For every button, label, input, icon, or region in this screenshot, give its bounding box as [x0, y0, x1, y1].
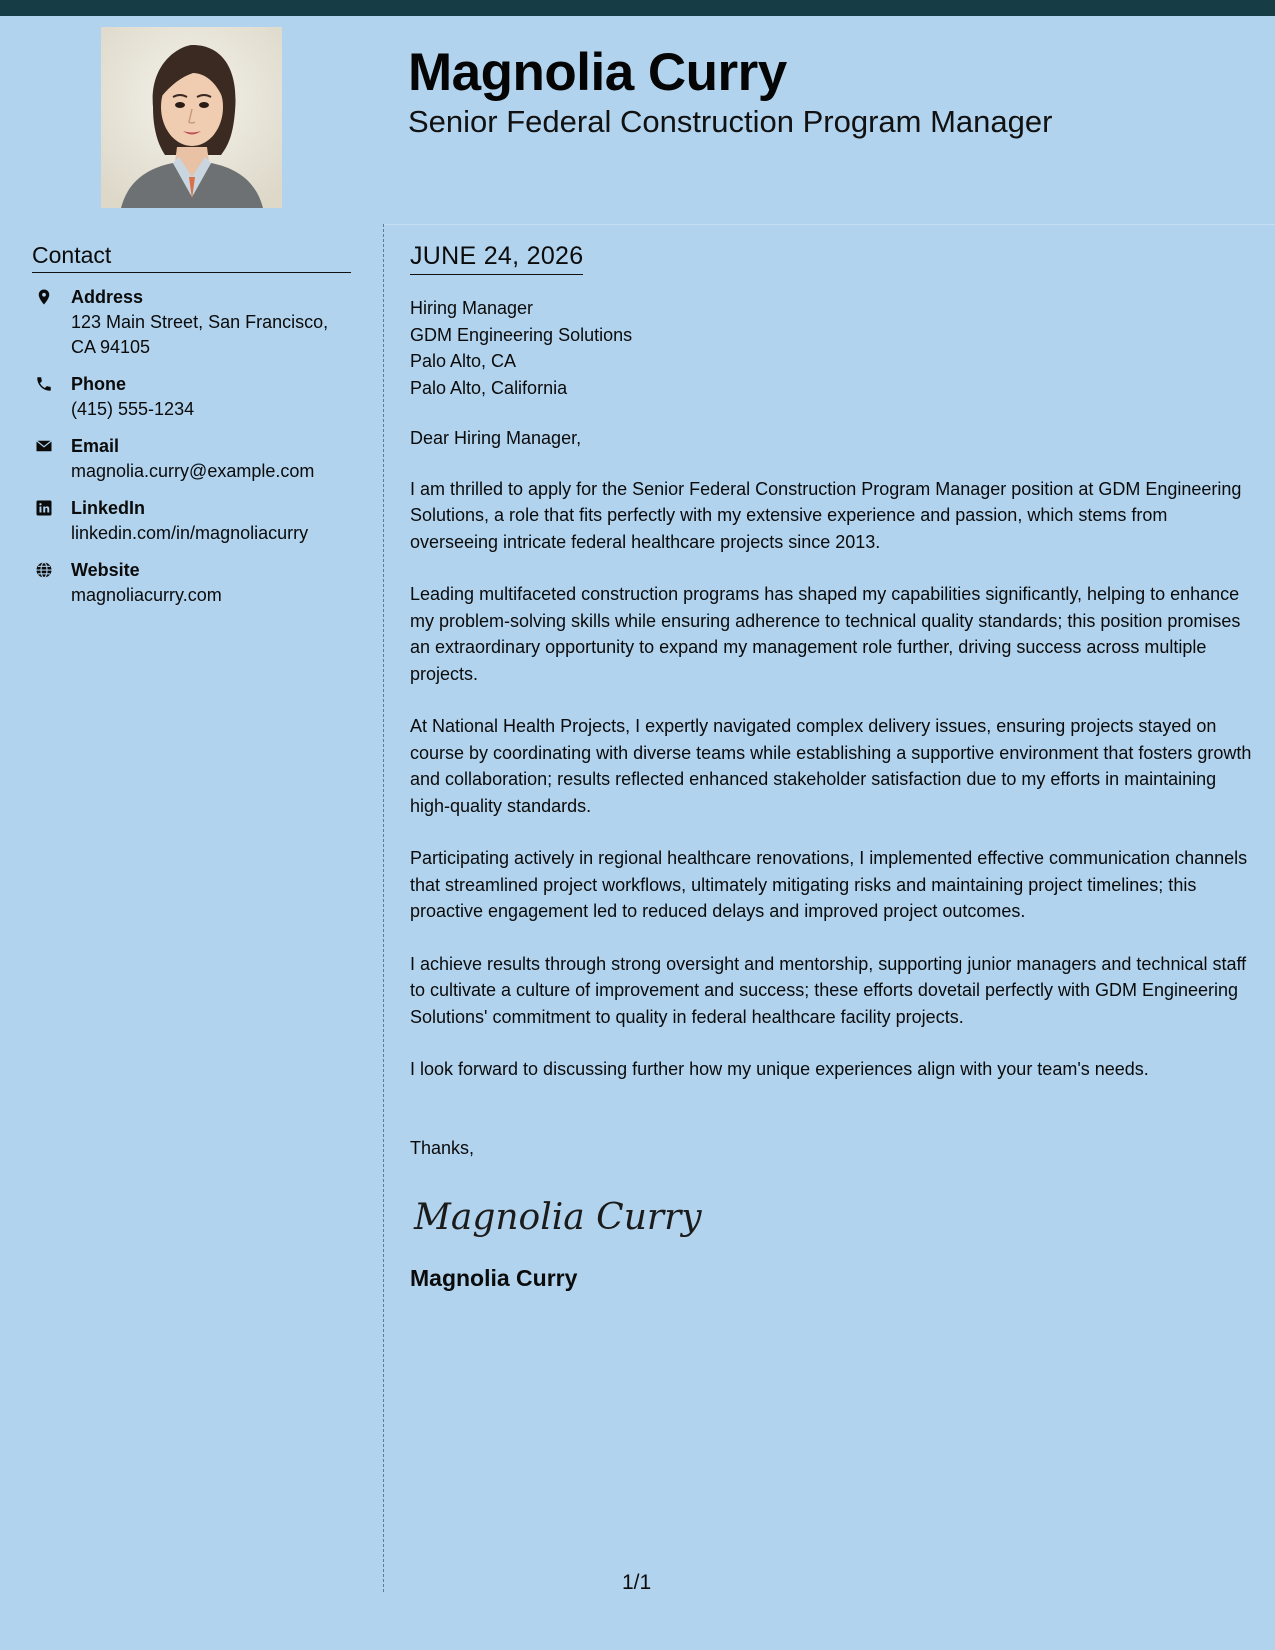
contact-label: LinkedIn [71, 498, 146, 518]
body-paragraph: At National Health Projects, I expertly navigated complex delivery issues, ensuring projects stayed on course by coordinating with diverse teams while establishing a supportive environment that fosters growth and collaboration; results reflected enhanced stakeholder satisfaction due to my efforts in maintaining high-quality standards. [410, 716, 1252, 816]
recipient-block [410, 295, 1255, 401]
header-divider [384, 224, 1275, 225]
signer-name: Magnolia Curry [410, 1265, 578, 1291]
applicant-job-title: Senior Federal Construction Program Manager [408, 104, 1053, 139]
contact-label: Address [71, 287, 144, 307]
website-value[interactable]: magnoliacurry.com [71, 585, 222, 605]
page-indicator: 1/1 [622, 1571, 652, 1594]
letter-date: JUNE 24, 2026 [410, 240, 583, 275]
body-paragraph: Leading multifaceted construction programs has shaped my capabilities significantly, helping to enhance my problem-solving skills while ensuring adherence to technical quality standards; this position promises an extraordinary opportunity to expand my management role further, driving success across multiple projects. [410, 584, 1241, 684]
contact-label: Website [71, 560, 140, 580]
linkedin-icon [35, 499, 53, 517]
envelope-icon [35, 437, 53, 455]
contact-item-website [32, 558, 351, 608]
svg-text:Magnolia Curry: Magnolia Curry [414, 1197, 702, 1238]
closing-line: Thanks, [410, 1137, 475, 1158]
recipient-line: GDM Engineering Solutions [410, 324, 633, 345]
column-divider [383, 224, 384, 1592]
contact-item-email [32, 434, 351, 484]
phone-value[interactable]: (415) 555-1234 [71, 399, 195, 419]
contact-item-linkedin [32, 496, 351, 546]
contact-item-phone [32, 372, 351, 422]
globe-icon [35, 561, 53, 579]
body-paragraph: I look forward to discussing further how my unique experiences align with your team's needs. [410, 1059, 1149, 1079]
recipient-line: Hiring Manager [410, 298, 534, 318]
top-accent-bar [0, 0, 1275, 16]
recipient-line: Palo Alto, CA [410, 351, 517, 371]
phone-icon [35, 375, 53, 393]
recipient-line: Palo Alto, California [410, 377, 568, 398]
map-pin-icon [35, 288, 53, 306]
profile-photo [101, 27, 282, 208]
contact-item-address [32, 285, 351, 360]
email-value[interactable]: magnolia.curry@example.com [71, 461, 315, 481]
contact-heading: Contact [32, 240, 351, 273]
contact-label: Email [71, 436, 120, 456]
applicant-name: Magnolia Curry [408, 43, 787, 102]
contact-label: Phone [71, 374, 127, 394]
body-paragraph: I achieve results through strong oversight and mentorship, supporting junior managers and technical staff to cultivate a culture of improvement and success; these efforts dovetail perfectly with GDM Engineering Solutions' commitment to quality in federal healthcare facility projects. [410, 953, 1247, 1027]
body-paragraph: Participating actively in regional healthcare renovations, I implemented effective communication channels that streamlined project workflows, ultimately mitigating risks and maintaining project timelines; this proactive engagement led to reduced delays and improved project outcomes. [410, 848, 1248, 921]
linkedin-value[interactable]: linkedin.com/in/magnoliacurry [71, 523, 309, 543]
body-paragraph: I am thrilled to apply for the Senior Federal Construction Program Manager position at GDM Engineering Solutions, a role that fits perfectly with my extensive experience and passion, which stems from overseeing intricate federal healthcare projects since 2013. [410, 478, 1242, 552]
handwritten-signature [410, 1191, 702, 1241]
letter-body [410, 240, 1255, 1293]
contact-sidebar [32, 240, 351, 620]
contact-list [32, 285, 351, 608]
address-value: 123 Main Street, San Francisco, CA 94105 [71, 312, 329, 357]
salutation: Dear Hiring Manager, [410, 428, 582, 448]
